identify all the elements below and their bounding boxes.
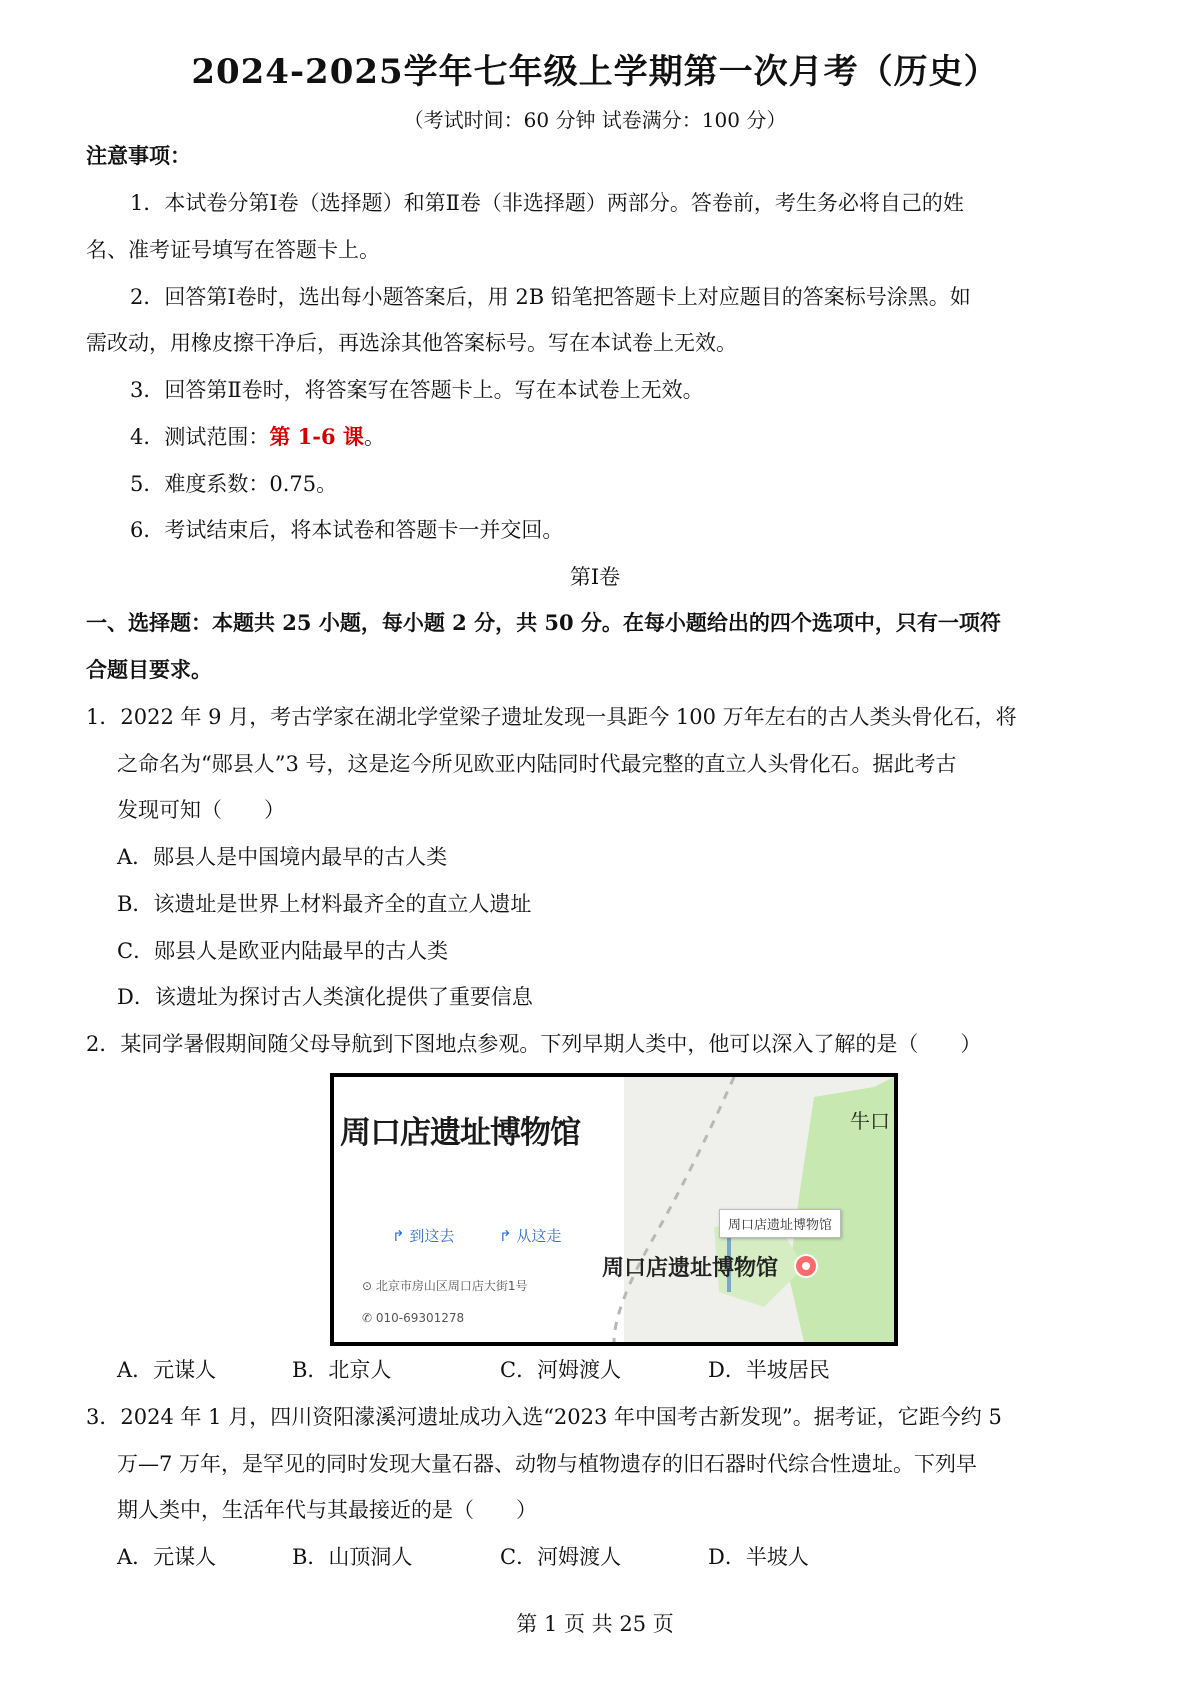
- map-figure: [330, 1073, 898, 1346]
- map-callout: 周口店遗址博物馆: [719, 1209, 841, 1238]
- q1-option-a: A．郧县人是中国境内最早的古人类: [117, 845, 448, 869]
- note-4: [130, 423, 385, 451]
- map-title: 周口店遗址博物馆: [340, 1115, 580, 1151]
- from-here-link: ↱ 从这走: [499, 1227, 562, 1245]
- q1-option-d: D．该遗址为探讨古人类演化提供了重要信息: [117, 985, 533, 1009]
- page-footer: 第 1 页 共 25 页: [516, 1612, 674, 1636]
- section-heading-line-1: 一、选择题：本题共 25 小题，每小题 2 分，共 50 分。在每小题给出的四个选项中，只有一项符: [86, 610, 1001, 635]
- location-pin-icon: ⊙: [362, 1279, 376, 1293]
- q3-stem-line-2: 万—7 万年，是罕见的同时发现大量石器、动物与植物遗存的旧石器时代综合性遗址。下列早: [117, 1452, 978, 1476]
- q1-option-b: B．该遗址是世界上材料最齐全的直立人遗址: [117, 892, 532, 916]
- q2-option-d: D．半坡居民: [708, 1358, 830, 1382]
- q2-option-b: B．北京人: [292, 1358, 392, 1382]
- note-3: 3．回答第Ⅱ卷时，将答案写在答题卡上。写在本试卷上无效。: [130, 378, 704, 402]
- map-address: ⊙ 北京市房山区周口店大街1号: [362, 1279, 528, 1293]
- q3-option-c: C．河姆渡人: [500, 1545, 622, 1569]
- note-5: 5．难度系数：0.75。: [130, 472, 338, 496]
- note-4-suffix: 。: [363, 425, 385, 449]
- q1-option-c: C．郧县人是欧亚内陆最早的古人类: [117, 939, 449, 963]
- phone-icon: ✆: [362, 1311, 376, 1325]
- section-heading-line-2: 合题目要求。: [86, 657, 212, 682]
- page-title: 2024-2025学年七年级上学期第一次月考（历史）: [191, 52, 999, 92]
- exam-info: （考试时间：60 分钟 试卷满分：100 分）: [403, 108, 787, 132]
- note-6: 6．考试结束后，将本试卷和答题卡一并交回。: [130, 518, 564, 542]
- q1-stem-line-3: 发现可知（ ）: [117, 798, 285, 822]
- q1-stem-line-1: 1．2022 年 9 月，考古学家在湖北学堂梁子遗址发现一具距今 100 万年左右的古人类头骨化石，将: [86, 705, 1017, 729]
- map-corner-label: 牛口: [850, 1109, 890, 1133]
- volume-heading: 第Ⅰ卷: [569, 565, 621, 589]
- q3-option-b: B．山顶洞人: [292, 1545, 413, 1569]
- q2-stem: 2．某同学暑假期间随父母导航到下图地点参观。下列早期人类中，他可以深入了解的是（ ）: [86, 1032, 982, 1056]
- q3-stem-line-3: 期人类中，生活年代与其最接近的是（ ）: [117, 1498, 537, 1522]
- q3-stem-line-1: 3．2024 年 1 月，四川资阳濛溪河遗址成功入选“2023 年中国考古新发现”。据考证，它距今约 5: [86, 1405, 1002, 1429]
- q3-option-a: A．元谋人: [117, 1545, 217, 1569]
- note-1-line-2: 名、准考证号填写在答题卡上。: [86, 238, 380, 262]
- note-2-line-2: 需改动，用橡皮擦干净后，再选涂其他答案标号。写在本试卷上无效。: [86, 331, 737, 355]
- notes-heading: 注意事项：: [86, 143, 191, 168]
- q2-option-a: A．元谋人: [117, 1358, 217, 1382]
- note-2-line-1: 2．回答第Ⅰ卷时，选出每小题答案后，用 2B 铅笔把答题卡上对应题目的答案标号涂黑。如: [130, 285, 971, 309]
- note-4-prefix: 4．测试范围：: [130, 425, 270, 449]
- test-range: 第 1-6 课: [269, 424, 364, 449]
- go-there-link: ↱ 到这去: [392, 1227, 455, 1245]
- q3-option-d: D．半坡人: [708, 1545, 809, 1569]
- turn-arrow-icon: ↱: [499, 1227, 517, 1245]
- map-phone: ✆ 010-69301278: [362, 1311, 465, 1325]
- note-1-line-1: 1．本试卷分第Ⅰ卷（选择题）和第Ⅱ卷（非选择题）两部分。答卷前，考生务必将自己的姓: [130, 191, 964, 215]
- q1-stem-line-2: 之命名为“郧县人”3 号，这是迄今所见欧亚内陆同时代最完整的直立人头骨化石。据此考古: [117, 752, 957, 776]
- go-arrow-icon: ↱: [392, 1227, 410, 1245]
- map-place-label: 周口店遗址博物馆: [602, 1256, 779, 1281]
- q2-option-c: C．河姆渡人: [500, 1358, 622, 1382]
